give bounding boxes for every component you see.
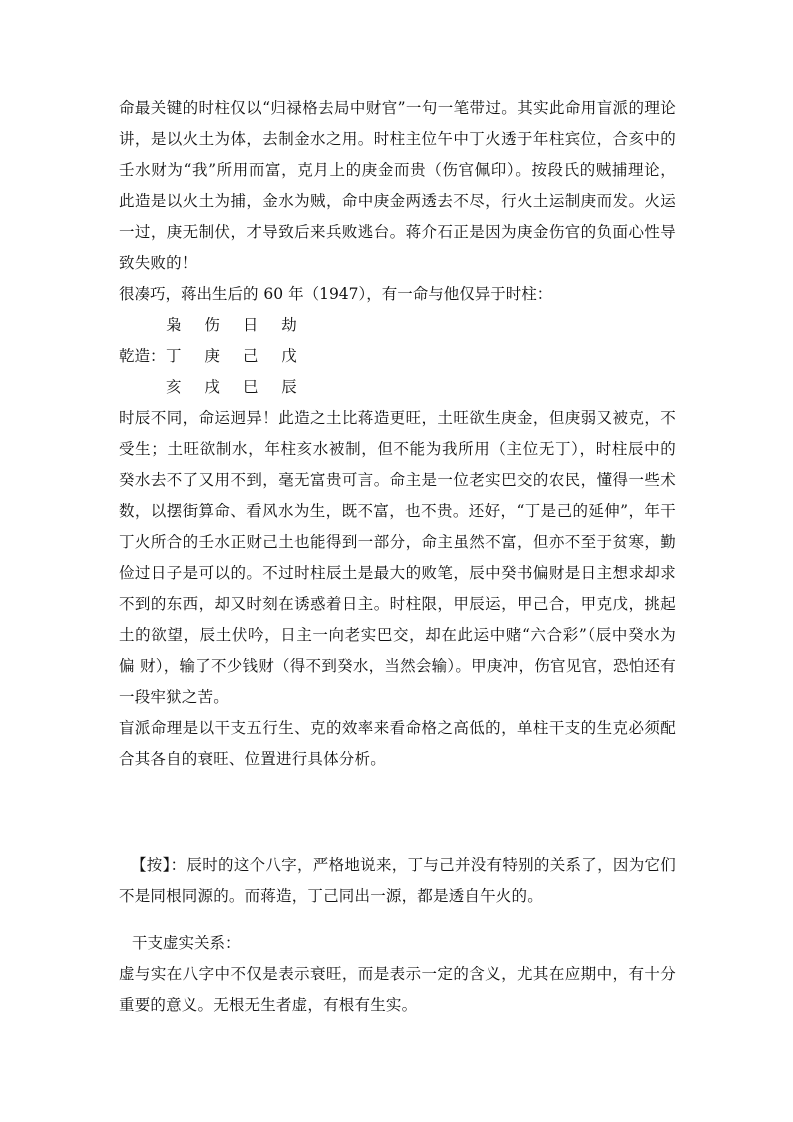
paragraph-chen-hour-analysis: 时辰不同，命运迥异！此造之土比蒋造更旺，土旺欲生庚金，但庚弱又被克，不受生；土旺欲制水，年柱亥水被制，但不能为我所用（主位无丁），时柱辰中的癸水去不了又用不到，毫无富贵可言。命主是一位老实巴交的农民，懂得一些术数，以摆街算命、看风水为生，既不富，也不贵。还好，“丁是己的延伸”，年干丁火所合的壬水正财己土也能得到一部分，命主虽然不富，但亦不至于贫寒，勤俭过日子是可以的。不过时柱辰土是最大的败笔，辰中癸书偏财是日主想求却求不到的东西，却又时刻在诱惑着日主。时柱限，甲辰运，甲己合，甲克戊，挑起土的欲望，辰土伏吟，日主一向老实巴交，却在此运中赌“六合彩”（辰中癸水为偏 财），输了不少钱财（得不到癸水，当然会输）。甲庚冲，伤官见官，恐怕还有一段牢狱之苦。	[119, 409, 676, 706]
paragraph-blind-school-principle: 盲派命理是以干支五行生、克的效率来看命格之高低的，单柱干支的生克必须配合其各自的衰旺、位置进行具体分析。	[119, 719, 676, 768]
paragraph-coincidence: 很凑巧，蒋出生后的 60 年（1947），有一命与他仅异于时柱：	[119, 285, 553, 303]
bazi-stems-row: 丁 庚 己 戊	[166, 347, 306, 365]
paragraph-editor-note: 【按】：辰时的这个八字，严格地说来，丁与己并没有特别的关系了，因为它们不是同根同源的。而蒋造，丁己同出一源，都是透自午火的。	[119, 856, 676, 905]
bazi-label: 乾造：	[119, 347, 166, 365]
paragraph-xu-shi-definition: 虚与实在八字中不仅是表示衰旺，而是表示一定的含义，尤其在应期中，有十分重要的意义。无根无生者虚，有根有生实。	[119, 965, 676, 1014]
section-heading-xu-shi: 干支虚实关系：	[132, 934, 241, 952]
bazi-ten-gods-row: 枭 伤 日 劫	[166, 316, 306, 334]
bazi-branches-row: 亥 戌 巳 辰	[166, 378, 306, 396]
paragraph-chiang-analysis: 命最关键的时柱仅以“归禄格去局中财官”一句一笔带过。其实此命用盲派的理论讲，是以火土为体，去制金水之用。时柱主位午中丁火透于年柱宾位，合亥中的壬水财为“我”所用而富，克月上的庚金而贵（伤官佩印）。按段氏的贼捕理论，此造是以火土为捕，金水为贼，命中庚金两透去不尽，行火土运制庚而发。火运一过，庚无制伏，才导致后来兵败逃台。蒋介石正是因为庚金伤官的负面心性导致失败的！	[119, 99, 676, 272]
